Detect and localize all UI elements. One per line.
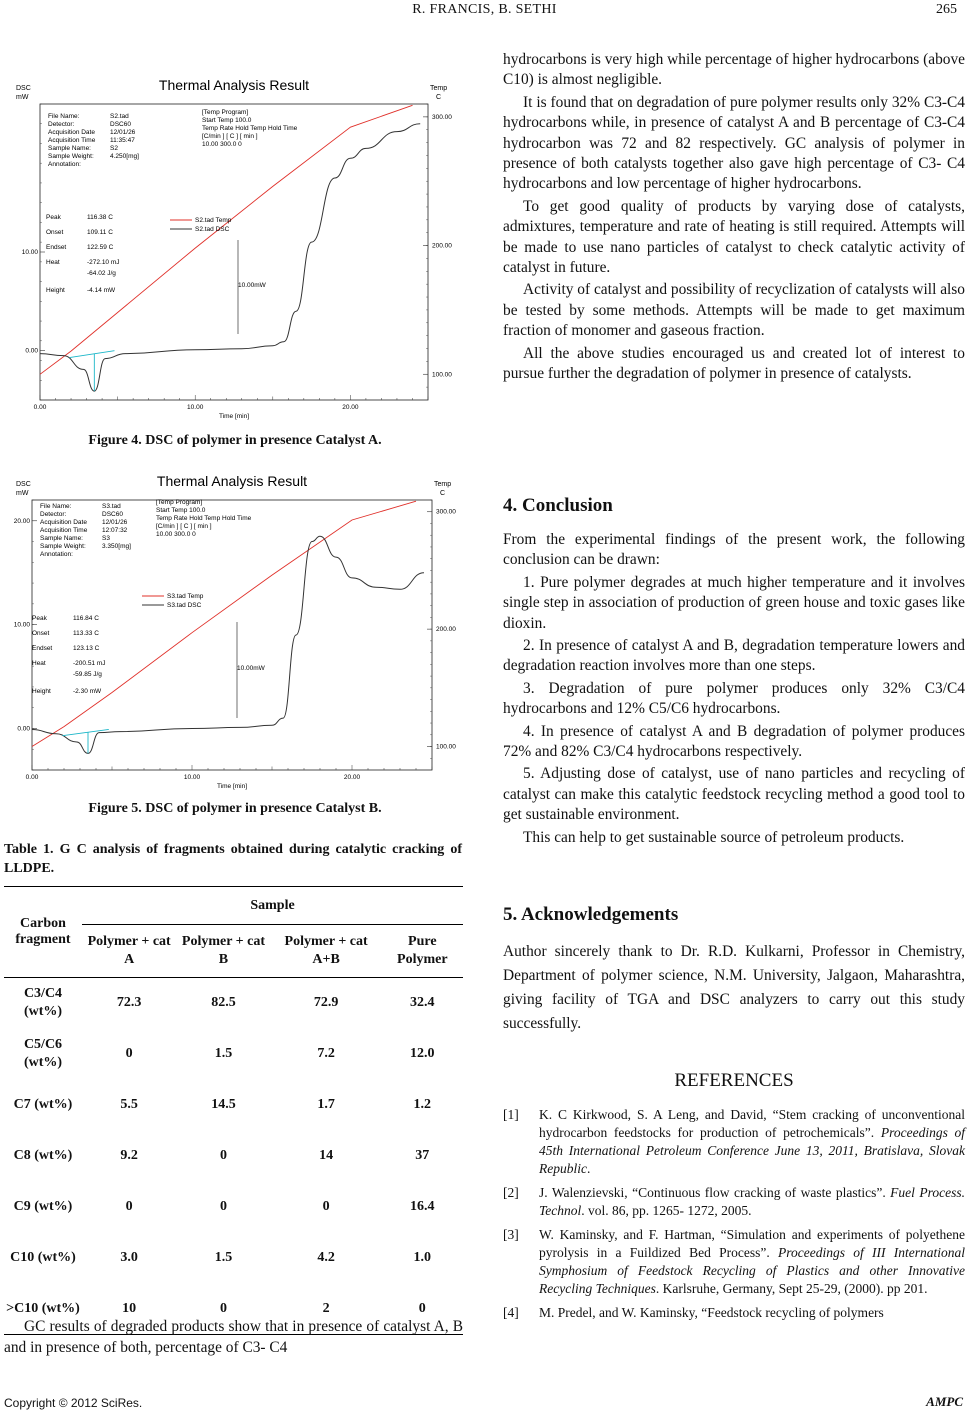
conclusion-closing: This can help to get sustainable source of petroleum products.	[523, 828, 905, 846]
info-label: File Name:	[48, 113, 80, 120]
y-right-tick-label: 100.00	[432, 371, 452, 379]
info-value: S2	[110, 145, 118, 152]
program-row: Temp Rate Hold Temp Hold Time	[202, 125, 298, 132]
table-cell: 2	[322, 1300, 330, 1316]
scale-bar-label: 10.00mW	[237, 665, 265, 672]
journal-abbrev: AMPC	[926, 1394, 963, 1409]
reference-number: [2]	[503, 1185, 519, 1200]
reference-tail: .	[586, 1161, 591, 1176]
reference-number: [1]	[503, 1107, 519, 1122]
table-row	[4, 978, 463, 1029]
info-label: Acquisition Time	[40, 527, 88, 534]
info-label: Sample Name:	[40, 535, 83, 542]
program-row: Start Temp 100.0	[202, 117, 252, 124]
info-label: Acquisition Date	[40, 519, 87, 526]
reference-text: K. C Kirkwood, S. A Leng, and David, “Stem cracking of unconventional hydrocarbon feedstocks for production of petrochemicals”.	[539, 1107, 965, 1140]
legend-dsc-label: S2.tad DSC	[195, 226, 230, 233]
table-cell: 1.7	[317, 1097, 335, 1112]
program-title: [Temp Program]	[156, 499, 203, 506]
x-tick-label: 20.00	[343, 774, 361, 781]
x-tick-label: 0.00	[25, 774, 39, 781]
table-cell: 0	[322, 1199, 330, 1214]
figure-4	[8, 72, 452, 422]
table-cell: 0	[418, 1300, 426, 1316]
table-cell: 0	[219, 1300, 227, 1316]
right-axis-unit-top: Temp	[434, 481, 452, 488]
y-right-tick-label: 200.00	[432, 242, 452, 250]
table-column-header: Polymer + cat A	[87, 934, 171, 967]
table-group-header: Sample	[82, 887, 463, 925]
chart-title: Thermal Analysis Result	[156, 473, 308, 489]
peak-value: -59.85 J/g	[73, 671, 102, 678]
peak-value: -200.51 mJ	[73, 660, 106, 667]
table-cell: 9.2	[120, 1148, 138, 1163]
temp-series-line	[32, 501, 416, 746]
table-row-label: C5/C6 (wt%)	[23, 1037, 63, 1070]
peak-label: Heat	[32, 660, 46, 667]
gc-analysis-table	[4, 886, 463, 1335]
conclusion-item-2: 2. In presence of catalyst A and B, degradation temperature lowers and degradation reaction involves more than one steps.	[503, 637, 965, 675]
table-cell: 82.5	[211, 995, 236, 1011]
table-cell: 0	[219, 1148, 227, 1163]
reference-item	[503, 1226, 965, 1298]
figure-5	[8, 470, 456, 792]
table-cell: 3.0	[120, 1250, 138, 1265]
table-row-label: C8 (wt%)	[13, 1148, 73, 1163]
info-value: 11:35:47	[110, 137, 135, 144]
peak-value: 113.33 C	[73, 630, 99, 637]
conclusion-intro: From the experimental findings of the present work, the following conclusion can be drawn:	[503, 531, 965, 569]
peak-label: Height	[46, 287, 65, 294]
legend-dsc-label: S3.tad DSC	[167, 602, 202, 609]
table-cell: 14	[319, 1148, 334, 1163]
peak-value: -4.14 mW	[87, 287, 116, 294]
dsc-series-line	[40, 124, 420, 391]
right-axis-unit-bottom: C	[436, 94, 442, 101]
paragraph-4: Activity of catalyst and possibility of recyclization of catalysts will also be tested by some methods. Attempts will be made to get maximum fraction of monomer and gaseous fraction.	[503, 281, 965, 340]
table-row	[4, 1029, 463, 1080]
peak-label: Onset	[32, 630, 50, 637]
peak-value: 116.84 C	[73, 615, 99, 622]
table-corner-header: Carbon fragment	[4, 887, 82, 978]
peak-label: Endset	[32, 645, 53, 652]
table-cell: 1.5	[214, 1046, 233, 1061]
info-label: Detector:	[40, 511, 67, 518]
info-value: 12:07:32	[102, 527, 128, 534]
peak-value: 116.38 C	[87, 214, 113, 221]
peak-value: -2.30 mW	[73, 688, 102, 695]
table-row	[4, 1131, 463, 1182]
program-row: Start Temp 100.0	[156, 507, 206, 514]
table-cell: 12.0	[410, 1046, 435, 1061]
info-value: 3.350[mg]	[102, 543, 131, 550]
peak-baseline	[69, 351, 114, 358]
peak-label: Endset	[46, 244, 67, 251]
table-cell: 7.2	[317, 1046, 335, 1061]
right-axis-unit-top: Temp	[430, 85, 448, 92]
reference-tail: . Karlsruhe, Germany, Sept 25-29, (2000). pp 201.	[655, 1281, 928, 1296]
scale-bar-label: 10.00mW	[238, 282, 266, 289]
acknowledgements-body	[503, 940, 965, 1036]
reference-number: [4]	[503, 1305, 519, 1320]
info-value: DSC60	[102, 511, 123, 518]
reference-item	[503, 1304, 965, 1322]
reference-item	[503, 1106, 965, 1178]
left-axis-unit-bottom: mW	[16, 490, 29, 497]
table-row-label: C3/C4 (wt%)	[23, 986, 63, 1020]
x-tick-label: 10.00	[187, 404, 204, 411]
y-right-tick-label: 300.00	[432, 113, 452, 121]
figure-5-chart	[8, 470, 456, 792]
info-label: Sample Weight:	[40, 543, 86, 550]
table-cell: 16.4	[410, 1199, 435, 1214]
info-value: S3.tad	[102, 503, 121, 510]
table-cell: 0	[125, 1046, 133, 1061]
program-title: [Temp Program]	[202, 109, 249, 116]
conclusion-item-5: 5. Adjusting dose of catalyst, use of nano particles and recycling of catalyst can make this catalytic feedstock recycling method a good tool to get sustainable environment.	[503, 765, 965, 824]
y-right-tick-label: 100.00	[436, 743, 456, 751]
table-cell: 10	[122, 1300, 137, 1316]
table-cell: 0	[125, 1199, 133, 1214]
table-row-label: C7 (wt%)	[13, 1097, 73, 1112]
program-row: Temp Rate Hold Temp Hold Time	[156, 515, 252, 522]
program-row: [C/min ] [ C ] [ min ]	[156, 523, 212, 530]
table-cell: 1.2	[413, 1097, 432, 1112]
info-value: S3	[102, 535, 110, 542]
conclusion-body	[503, 530, 965, 848]
table-cell: 1.5	[214, 1250, 233, 1265]
y-left-tick-label: 20.00	[13, 517, 30, 525]
x-tick-label: 10.00	[183, 774, 201, 781]
peak-value: 122.59 C	[87, 244, 114, 251]
y-left-tick-label: 0.00	[25, 347, 38, 355]
table-row	[4, 1182, 463, 1233]
reference-text: J. Walenzievski, “Continuous flow cracking of waste plastics”.	[539, 1185, 891, 1200]
y-left-tick-label: 0.00	[17, 725, 30, 733]
table-row-label: >C10 (wt%)	[6, 1300, 80, 1316]
acknowledgements-heading: 5. Acknowledgements	[503, 904, 679, 925]
table-cell: 72.3	[116, 995, 142, 1011]
conclusion-item-4: 4. In presence of catalyst A and B degradation of polymer produces 72% and 82% C3/C4 hydrocarbons respectively.	[503, 722, 965, 761]
program-row: 10.00 300.0 0	[156, 531, 196, 538]
info-value: 4.250[mg]	[110, 153, 139, 160]
y-right-tick-label: 200.00	[436, 626, 456, 634]
table-cell: 72.9	[313, 995, 339, 1011]
table-row	[4, 1080, 463, 1131]
references-heading: REFERENCES	[674, 1070, 794, 1091]
table-cell: 0	[219, 1199, 227, 1214]
paragraph-2: It is found that on degradation of pure polymer results only 32% C3-C4 hydrocarbons while, in presence of catalyst A and B percentage of C3-C4 hydrocarbon was 72 and 82 respectively. GC analysis of polymer in presence of both catalysts together also gave high percentage of C3- C4 hydrocarbons and low percentage of higher hydrocarbons.	[503, 93, 965, 193]
running-header: R. FRANCIS, B. SETHI	[412, 2, 557, 17]
table-cell: 5.5	[120, 1097, 138, 1112]
conclusion-item-1: 1. Pure polymer degrades at much higher temperature and it involves single step in association of production of green house and toxic gases like dioxin.	[503, 573, 965, 632]
acknowledgements-text: Author sincerely thank to Dr. R.D. Kulkarni, Professor in Chemistry, Department of polymer science, N.M. University, Jalgaon, Maharashtra, giving facility of TGA and DSC analyzers to carry out this study successfully.	[503, 943, 965, 1032]
copyright: Copyright © 2012 SciRes.	[4, 1396, 143, 1410]
table-cell: 37	[415, 1148, 430, 1163]
references-list	[503, 1106, 965, 1328]
x-axis-label: Time [min]	[218, 413, 250, 420]
peak-value: -272.10 mJ	[87, 259, 120, 266]
info-label: Sample Name:	[48, 145, 91, 152]
legend-temp-label: S3.tad Temp	[167, 593, 204, 600]
peak-label: Peak	[32, 615, 47, 622]
info-value: 12/01/26	[102, 519, 128, 526]
info-value: DSC60	[110, 121, 131, 128]
table-1-caption: Table 1. G C analysis of fragments obtained during catalytic cracking of LLDPE.	[4, 842, 462, 876]
peak-value: 123.13 C	[73, 645, 100, 652]
table-cell: 32.4	[410, 995, 435, 1011]
figure-4-caption: Figure 4. DSC of polymer in presence Catalyst A.	[88, 433, 382, 448]
x-tick-label: 0.00	[33, 404, 47, 411]
info-label: Acquisition Time	[48, 137, 96, 144]
chart-title: Thermal Analysis Result	[158, 77, 310, 93]
x-axis-label: Time [min]	[216, 783, 248, 790]
reference-source: Fuel Process. Technol	[539, 1185, 965, 1218]
table-cell: 14.5	[211, 1097, 236, 1112]
reference-number: [3]	[503, 1227, 519, 1242]
table-cell: 4.2	[317, 1250, 335, 1265]
program-row: 10.00 300.0 0	[202, 141, 242, 148]
reference-text: M. Predel, and W. Kaminsky, “Feedstock recycling of polymers	[539, 1305, 884, 1320]
info-value: 12/01/26	[110, 129, 136, 136]
peak-label: Height	[32, 688, 51, 695]
peak-label: Onset	[46, 229, 64, 236]
reference-text: W. Kaminsky, and F. Hartman, “Simulation and experiments of polyethene pyrolysis in a Fuildized Bed Process”.	[539, 1227, 965, 1260]
program-row: [C/min ] [ C ] [ min ]	[202, 133, 258, 140]
table-column-header: Polymer + cat B	[181, 934, 266, 967]
left-axis-unit-top: DSC	[16, 481, 31, 488]
peak-value: 109.11 C	[87, 229, 113, 236]
figure-5-caption: Figure 5. DSC of polymer in presence Catalyst B.	[88, 801, 382, 816]
peak-label: Peak	[46, 214, 61, 221]
page-number: 265	[936, 2, 957, 17]
table-row-label: C10 (wt%)	[10, 1250, 76, 1265]
paragraph-1: hydrocarbons is very high while percentage of higher hydrocarbons (above C10) is almost negligible.	[503, 51, 965, 89]
info-value: S2.tad	[110, 113, 129, 120]
table-cell: 1.0	[413, 1250, 432, 1265]
paragraph-3: To get good quality of products by varying dose of catalysts, admixtures, temperature and rate of heating is still required. Attempts will be made to use nano particles of catalyst to check catalytic activity of catalyst in future.	[503, 197, 965, 277]
table-column-header: Polymer + cat A+B	[284, 934, 368, 967]
left-axis-unit-bottom: mW	[16, 94, 29, 101]
info-label: Annotation:	[40, 551, 73, 558]
info-label: Detector:	[48, 121, 75, 128]
y-right-tick-label: 300.00	[436, 508, 456, 516]
y-left-tick-label: 10.00	[21, 249, 38, 256]
peak-value: -64.02 J/g	[87, 270, 116, 277]
paragraph-5: All the above studies encouraged us and created lot of interest to pursue further the degradation of polymer in presence of catalysts.	[503, 344, 965, 383]
reference-tail: . vol. 86, pp. 1265- 1272, 2005.	[581, 1203, 752, 1218]
x-tick-label: 20.00	[342, 404, 359, 411]
table-row	[4, 1233, 463, 1284]
info-label: Sample Weight:	[48, 153, 94, 160]
left-axis-unit-top: DSC	[16, 85, 31, 92]
reference-source: Proceedings of 45th International Petroleum Conference June 13, 2011, Bratislava, Slovak Republic	[539, 1125, 966, 1176]
right-axis-unit-bottom: C	[440, 490, 446, 497]
info-label: Acquisition Date	[48, 129, 95, 136]
reference-source: Proceedings of III International Symphosium of Feedstock Recycling of Plastics and other Innovative Recycling Techniques	[539, 1245, 965, 1296]
left-bottom-paragraph: GC results of degraded products show that in presence of catalyst A, B and in presence of both, percentage of C3- C4	[4, 1318, 463, 1356]
info-label: File Name:	[40, 503, 72, 510]
figure-4-chart	[8, 72, 452, 424]
table-column-header: Pure Polymer	[397, 934, 448, 967]
table-row-label: C9 (wt%)	[13, 1199, 73, 1214]
right-column-text	[503, 50, 965, 385]
peak-label: Heat	[46, 259, 60, 266]
reference-item	[503, 1184, 965, 1220]
conclusion-item-3: 3. Degradation of pure polymer produces only 32% C3/C4 hydrocarbons and 12% C5/C6 hydrocarbons.	[503, 679, 965, 718]
info-label: Annotation:	[48, 161, 81, 168]
legend-temp-label: S2.tad Temp	[195, 217, 232, 224]
conclusion-heading: 4. Conclusion	[503, 495, 613, 516]
y-left-tick-label: 10.00	[13, 621, 30, 629]
